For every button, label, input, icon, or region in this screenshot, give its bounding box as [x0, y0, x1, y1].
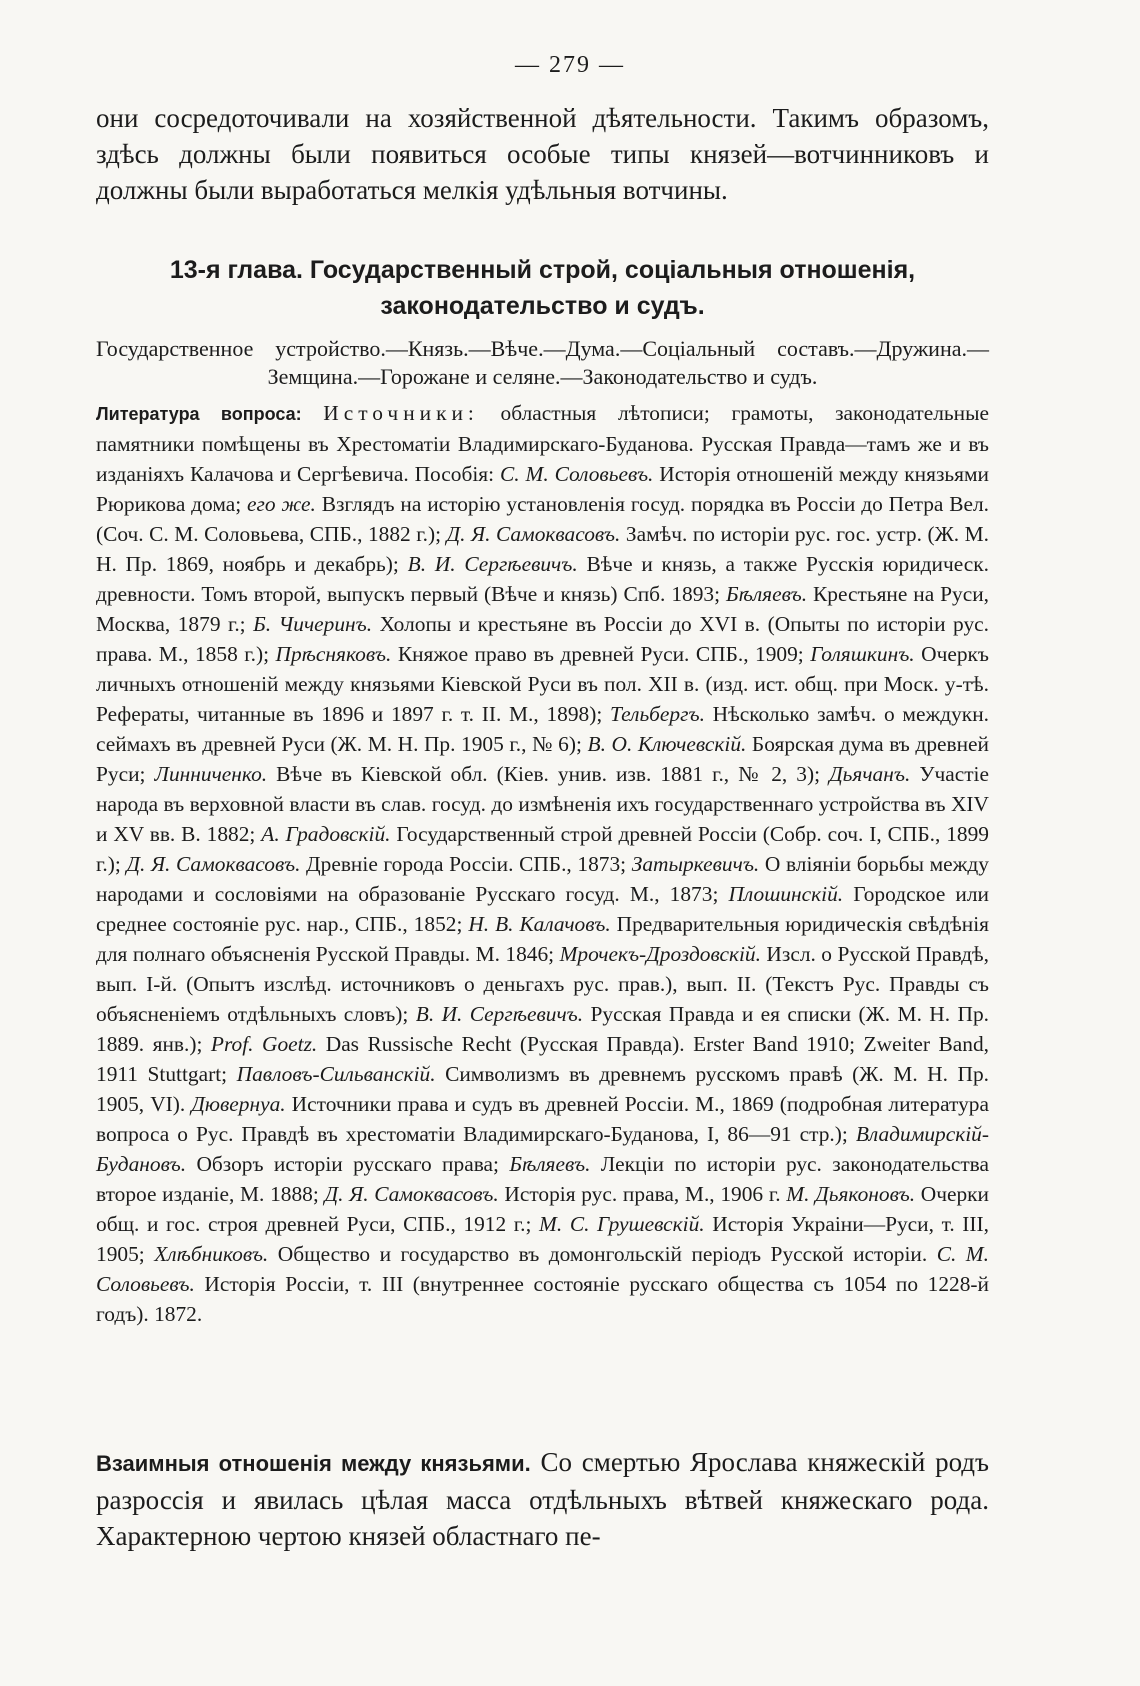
literature-text: Древніе города Россіи. СПБ., 1873;	[300, 852, 632, 876]
literature-author: А. Градовскій.	[261, 822, 391, 846]
literature-text: Взглядъ на исторію установленія госуд. порядка въ Россіи до Петра Вел. (Соч. С. М. Соловьева, СПБ., 1882 г.);	[96, 492, 990, 546]
literature-text: Предварительныя юридическія свѣдѣнія для полнаго объясненія Русской Правды. М. 1846;	[96, 912, 989, 966]
literature-author: М. С. Грушевскій.	[539, 1212, 705, 1236]
literature-text: Исторія отношеній между князьями Рюрикова дома;	[96, 462, 989, 516]
literature-text: областныя лѣтописи; грамоты, законодательные памятники помѣщены въ Хрестоматіи Владимирскаго-Буданова. Русская Правда—тамъ же и въ изданіяхъ Калачова и Сергѣевича. Пособія:	[96, 401, 989, 486]
literature-author: С. М. Соловьевъ.	[96, 1242, 989, 1296]
literature-text: Исторія Украіни—Руси, т. III, 1905;	[96, 1212, 989, 1266]
literature-text: Лекціи по исторіи рус. законодательства второе изданіе, М. 1888;	[96, 1152, 989, 1206]
literature-text: Исторія Россіи, т. III (внутреннее состояніе русскаго общества съ 1054 по 1228-й годъ). 1872.	[96, 1272, 989, 1326]
literature-text: Русская Правда и ея списки (Ж. М. Н. Пр. 1889. янв.);	[96, 1002, 989, 1056]
literature-text: Изсл. о Русской Правдѣ, вып. I-й. (Опытъ изслѣд. источниковъ о деньгахъ рус. прав.), вып. II. (Текстъ Рус. Правды съ объясненіемъ отдѣльныхъ словъ);	[96, 942, 990, 1026]
literature-text: Обзоръ исторіи русскаго права;	[186, 1152, 510, 1176]
literature-text: Городское или среднее состояніе рус. нар., СПБ., 1852;	[96, 882, 989, 936]
literature-author: Б. Чичеринъ.	[253, 612, 373, 636]
literature-author: Дьячанъ.	[829, 762, 911, 786]
literature-body	[96, 401, 989, 1326]
literature-text: Государственный строй древней Россіи (Собр. соч. I, СПБ., 1899 г.);	[96, 822, 989, 876]
section-text: Со смертью Ярослава княжескій родъ разроссія и явилась цѣлая масса отдѣльныхъ вѣтвей княжескаго рода. Характерною чертою князей областнаго пе-	[96, 1447, 989, 1551]
literature-text: Участіе народа въ верховной власти въ слав. госуд. до измѣненія ихъ государственнаго устройства въ XIV и XV вв. В. 1882;	[96, 762, 989, 846]
literature-author: Голяшкинъ.	[810, 642, 915, 666]
literature-author: М. Дьяконовъ.	[786, 1182, 916, 1206]
literature-author: С. М. Соловьевъ.	[499, 462, 654, 486]
literature-author: Владимирскій-Будановъ.	[96, 1122, 989, 1176]
literature-author: В. И. Сергѣевичъ.	[407, 552, 578, 576]
literature-author: Павловъ-Сильванскій.	[236, 1062, 436, 1086]
literature-author: Прѣсняковъ.	[275, 642, 392, 666]
literature-text: Очеркъ личныхъ отношеній между князьями Кіевской Руси въ пол. XII в. (изд. ист. общ. при Моск. у-тѣ. Рефераты, читанные въ 1896 и 1897 г. т. II. М., 1898);	[96, 642, 989, 726]
literature-author: Линниченко.	[154, 762, 268, 786]
literature-text: Холопы и крестьяне въ Россіи до XVI в. (Опыты по исторіи рус. права. М., 1858 г.);	[96, 612, 989, 666]
literature-author: В. О. Ключевскій.	[587, 732, 747, 756]
sources-label: Источники:	[323, 401, 479, 425]
chapter-title: 13-я глава. Государственный строй, соціальныя отношенія, законодательство и судъ.	[169, 256, 916, 320]
literature-text: Исторія рус. права, М., 1906 г.	[498, 1182, 787, 1206]
literature-author: Хлѣбниковъ.	[154, 1242, 269, 1266]
literature-paragraph	[96, 398, 989, 1329]
literature-author: Бѣляевъ.	[509, 1152, 591, 1176]
literature-author: В. И. Сергѣевичъ.	[415, 1002, 584, 1026]
literature-author: Дювернуа.	[191, 1092, 286, 1116]
literature-author: Д. Я. Самоквасовъ.	[446, 522, 621, 546]
literature-text: Общество и государство въ домонгольскій періодъ Русской исторіи.	[268, 1242, 937, 1266]
literature-text: Замѣч. по исторіи рус. гос. устр. (Ж. М. Н. Пр. 1869, ноябрь и декабрь);	[96, 522, 989, 576]
literature-text: Символизмъ въ древнемъ русскомъ правѣ (Ж. М. Н. Пр. 1905, VI).	[96, 1062, 989, 1116]
literature-author: Мрочекъ-Дроздовскій.	[559, 942, 761, 966]
section-heading: Взаимныя отношенія между князьями.	[96, 1451, 531, 1476]
literature-text: Княжое право въ древней Руси. СПБ., 1909;	[391, 642, 811, 666]
chapter-summary: Государственное устройство.—Князь.—Вѣче.—Дума.—Соціальный составъ.—Дружина.—Земщина.—Горожане и селяне.—Законодательство и судъ.	[96, 336, 989, 389]
literature-text: Крестьяне на Руси, Москва, 1879 г.;	[96, 582, 990, 636]
section-paragraph	[96, 1444, 989, 1554]
lead-paragraph: они сосредоточивали на хозяйственной дѣятельности. Такимъ образомъ, здѣсь должны были появиться особые типы князей—вотчинниковъ и должны были выработаться мелкія удѣльныя вотчины.	[96, 103, 989, 205]
literature-text: Источники права и судъ въ древней Россіи. М., 1869 (подробная литература вопроса о Рус. Правдѣ въ хрестоматіи Владимирскаго-Буданова, I, 86—91 стр.);	[96, 1092, 989, 1146]
literature-text: Нѣсколько замѣч. о междукн. сеймахъ въ древней Руси (Ж. М. Н. Пр. 1905 г., № 6);	[96, 702, 989, 756]
literature-text: Вѣче и князь, а также Русскія юридическ. древности. Томъ второй, выпускъ первый (Вѣче и князь) Спб. 1893;	[96, 552, 989, 606]
page-number: — 279 —	[515, 52, 625, 78]
literature-author: Д. Я. Самоквасовъ.	[126, 852, 301, 876]
literature-author: Плошинскій.	[728, 882, 844, 906]
literature-heading: Литература вопроса:	[96, 404, 302, 424]
literature-text: Боярская дума въ древней Руси;	[96, 732, 989, 786]
literature-text: О вліяніи борьбы между народами и сословіями на образованіе Русскаго госуд. М., 1873;	[96, 852, 990, 906]
literature-text: Очерки общ. и гос. строя древней Руси, СПБ., 1912 г.;	[96, 1182, 990, 1236]
literature-author: Д. Я. Самоквасовъ.	[324, 1182, 499, 1206]
literature-author: Prof. Goetz.	[210, 1032, 318, 1056]
literature-author: его же.	[247, 492, 316, 516]
literature-text: Das Russische Recht (Русская Правда). Erster Band 1910; Zweiter Band, 1911 Stuttgart;	[96, 1032, 989, 1086]
literature-author: Тельбергъ.	[610, 702, 705, 726]
literature-author: Н. В. Калачовъ.	[468, 912, 611, 936]
literature-author: Бѣляевъ.	[725, 582, 808, 606]
literature-author: Затыркевичъ.	[631, 852, 760, 876]
literature-text: Вѣче въ Кіевской обл. (Кіев. унив. изв. 1881 г., № 2, 3);	[267, 762, 830, 786]
